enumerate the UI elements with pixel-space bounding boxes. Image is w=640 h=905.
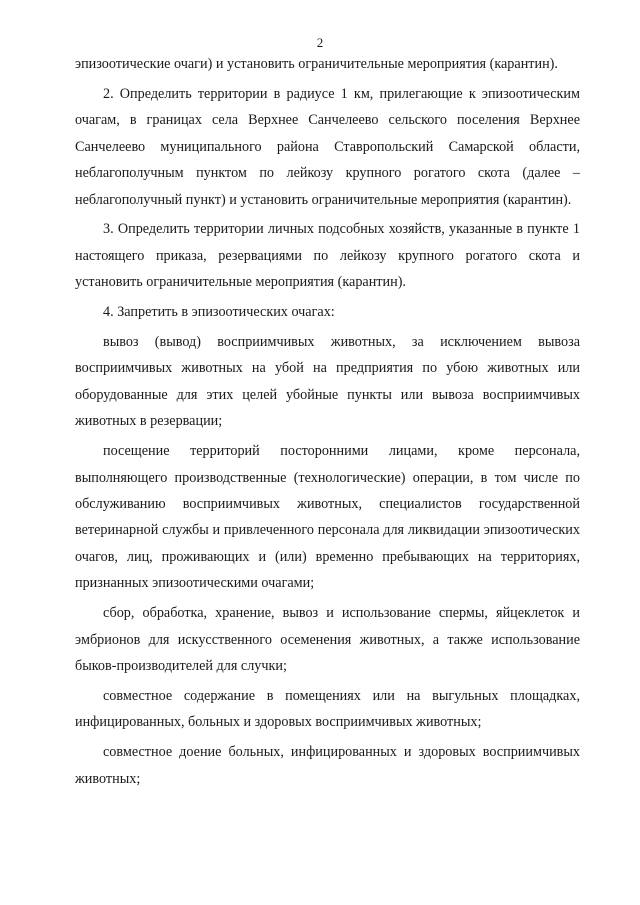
- prohibition-visits: посещение территорий посторонними лицами, кроме персонала, выполняющего производственные (технологические) операции, в том числе по обслуживанию восприимчивых животных, специалистов государственной ветеринарной службы и привлеченного персонала для ликвидации эпизоотических очагов, лиц, проживающих и (или) временно пребывающих на территориях, признанных эпизоотическими очагами;: [75, 443, 580, 592]
- document-body: [75, 51, 580, 795]
- prohibition-export: вывоз (вывод) восприимчивых животных, за исключением вывоза восприимчивых животных на убой на предприятия по убою животных или оборудованные для этих целей убойные пункты или вывоза восприимчивых животных в резервации;: [75, 334, 580, 430]
- prohibition-sperm-embryos: сбор, обработка, хранение, вывоз и использование спермы, яйцеклеток и эмбрионов для искусственного осеменения животных, а также использование быков-производителей для случки;: [75, 605, 580, 674]
- prohibition-joint-milking: совместное доение больных, инфицированных и здоровых восприимчивых животных;: [75, 744, 580, 787]
- paragraph-item-2: 2. Определить территории в радиусе 1 км, прилегающие к эпизоотическим очагам, в границах села Верхнее Санчелеево сельского поселения Верхнее Санчелеево муниципального района Ставропольский Самарской области, неблагополучным пунктом по лейкозу крупного рогатого скота (далее – неблагополучный пункт) и установить ограничительные мероприятия (карантин).: [75, 85, 580, 208]
- paragraph-continuation: эпизоотические очаги) и установить ограничительные мероприятия (карантин).: [75, 56, 558, 72]
- page-number: 2: [316, 35, 324, 50]
- paragraph-item-3: 3. Определить территории личных подсобных хозяйств, указанные в пункте 1 настоящего приказа, резервациями по лейкозу крупного рогатого скота и установить ограничительные мероприятия (карантин).: [75, 221, 580, 291]
- paragraph-item-4: 4. Запретить в эпизоотических очагах:: [103, 304, 335, 321]
- prohibition-joint-keeping: совместное содержание в помещениях или на выгульных площадках, инфицированных, больных и здоровых восприимчивых животных;: [75, 687, 580, 731]
